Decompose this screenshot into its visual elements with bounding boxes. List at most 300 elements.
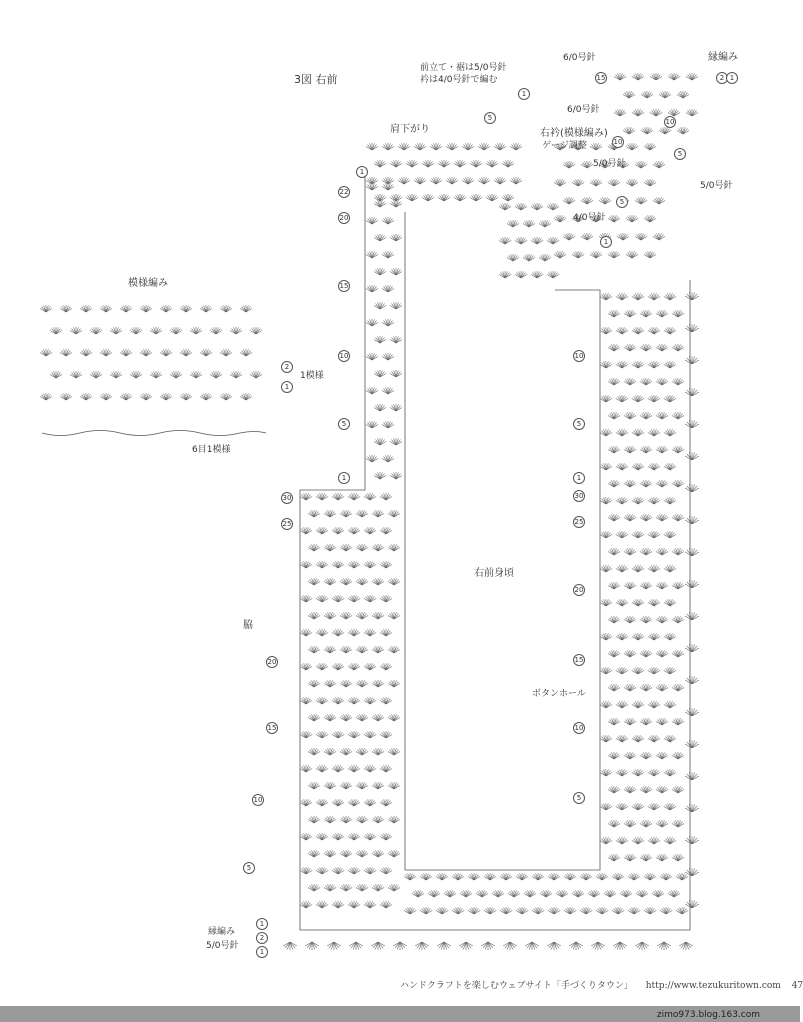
stitch-fan bbox=[632, 327, 644, 334]
stitch-fan bbox=[608, 752, 620, 759]
stitch-fan bbox=[332, 765, 344, 772]
stitch-fan bbox=[393, 942, 407, 950]
stitch-fan bbox=[499, 271, 511, 278]
stitch-fan bbox=[640, 582, 652, 589]
stitch-fan bbox=[648, 803, 660, 810]
stitch-fan bbox=[590, 143, 602, 150]
stitch-fan bbox=[677, 91, 689, 98]
stitch-fan bbox=[110, 371, 122, 378]
row-marker: 2 bbox=[716, 72, 728, 84]
row-marker: 20 bbox=[574, 586, 584, 594]
stitch-fan bbox=[596, 907, 608, 914]
row-marker: 5 bbox=[573, 418, 585, 430]
stitch-fan bbox=[380, 527, 392, 534]
stitch-fan bbox=[240, 393, 252, 400]
stitch-fan bbox=[308, 884, 320, 891]
stitch-fan bbox=[60, 393, 72, 400]
stitch-fan bbox=[420, 907, 432, 914]
stitch-fan bbox=[371, 942, 385, 950]
stitch-fan bbox=[640, 650, 652, 657]
stitch-fan bbox=[600, 803, 612, 810]
stitch-fan bbox=[632, 531, 644, 538]
stitch-fan bbox=[348, 527, 360, 534]
stitch-fan bbox=[652, 890, 664, 897]
page-number: 47 bbox=[791, 981, 803, 991]
row-marker: 5 bbox=[484, 112, 496, 124]
stitch-fan bbox=[624, 752, 636, 759]
stitch-fan bbox=[685, 900, 699, 908]
stitch-fan bbox=[685, 324, 699, 332]
stitch-fan bbox=[600, 293, 612, 300]
stitch-fan bbox=[382, 143, 394, 150]
stitch-fan bbox=[366, 455, 378, 462]
stitch-fan bbox=[364, 663, 376, 670]
stitch-fan bbox=[220, 305, 232, 312]
stitch-fan bbox=[414, 177, 426, 184]
stitch-fan bbox=[648, 429, 660, 436]
stitch-fan bbox=[563, 161, 575, 168]
stitch-fan bbox=[356, 680, 368, 687]
stitch-fan bbox=[380, 765, 392, 772]
stitch-fan bbox=[160, 305, 172, 312]
stitch-fan bbox=[382, 421, 394, 428]
stitch-fan bbox=[364, 765, 376, 772]
stitch-fan bbox=[656, 514, 668, 521]
stitch-fan bbox=[316, 595, 328, 602]
stitch-fan bbox=[398, 143, 410, 150]
stitch-fan bbox=[364, 697, 376, 704]
body-label: 右前身頃 bbox=[474, 568, 514, 579]
stitch-fan bbox=[390, 438, 402, 445]
stitch-fan bbox=[616, 361, 628, 368]
edge-bottom-label: 縁編み bbox=[208, 927, 236, 937]
stitch-fan bbox=[500, 873, 512, 880]
stitch-fan bbox=[600, 701, 612, 708]
stitch-fan bbox=[348, 833, 360, 840]
buttonhole-label: ボタンホール bbox=[532, 689, 586, 699]
stitch-fan bbox=[388, 714, 400, 721]
edge-top-label: 縁編み bbox=[708, 52, 738, 63]
stitch-fan bbox=[600, 565, 612, 572]
stitch-fan bbox=[348, 663, 360, 670]
stitch-fan bbox=[380, 697, 392, 704]
stitch-fan bbox=[380, 901, 392, 908]
stitch-fan bbox=[60, 349, 72, 356]
stitch-fan bbox=[374, 268, 386, 275]
stitch-fan bbox=[656, 310, 668, 317]
stitch-fan bbox=[640, 752, 652, 759]
stitch-fan bbox=[632, 497, 644, 504]
stitch-fan bbox=[608, 684, 620, 691]
stitch-fan bbox=[390, 472, 402, 479]
row-marker: 1 bbox=[256, 946, 268, 958]
stitch-fan bbox=[70, 371, 82, 378]
stitch-fan bbox=[664, 803, 676, 810]
stitch-fan bbox=[406, 194, 418, 201]
stitch-fan bbox=[452, 907, 464, 914]
swatch-repeat-sts: 6目1模様 bbox=[192, 445, 231, 455]
stitch-fan bbox=[316, 901, 328, 908]
stitch-fan bbox=[632, 361, 644, 368]
stitch-fan bbox=[648, 531, 660, 538]
hook-50b-label: 5/0号針 bbox=[700, 181, 733, 191]
stitch-fan bbox=[324, 612, 336, 619]
stitch-fan bbox=[596, 873, 608, 880]
stitch-fan bbox=[412, 890, 424, 897]
stitch-fan bbox=[470, 194, 482, 201]
stitch-fan bbox=[664, 701, 676, 708]
stitch-fan bbox=[644, 215, 656, 222]
stitch-fan bbox=[230, 327, 242, 334]
stitch-fan bbox=[591, 942, 605, 950]
stitch-fan bbox=[332, 697, 344, 704]
stitch-fan bbox=[382, 353, 394, 360]
stitch-fan bbox=[388, 646, 400, 653]
stitch-fan bbox=[180, 349, 192, 356]
stitch-fan bbox=[672, 582, 684, 589]
stitch-fan bbox=[612, 873, 624, 880]
stitch-fan bbox=[656, 446, 668, 453]
row-marker: 10 bbox=[253, 796, 263, 804]
stitch-fan bbox=[462, 143, 474, 150]
stitch-fan bbox=[390, 160, 402, 167]
stitch-fan bbox=[240, 305, 252, 312]
stitch-fan bbox=[653, 161, 665, 168]
stitch-fan bbox=[348, 561, 360, 568]
stitch-fan bbox=[616, 599, 628, 606]
stitch-fan bbox=[648, 599, 660, 606]
stitch-fan bbox=[388, 816, 400, 823]
row-marker: 25 bbox=[574, 518, 584, 526]
stitch-fan bbox=[130, 327, 142, 334]
stitch-fan bbox=[644, 143, 656, 150]
stitch-fan bbox=[200, 393, 212, 400]
stitch-fan bbox=[130, 371, 142, 378]
stitch-fan bbox=[632, 599, 644, 606]
stitch-fan bbox=[374, 472, 386, 479]
stitch-fan bbox=[348, 697, 360, 704]
stitch-fan bbox=[398, 177, 410, 184]
stitch-fan bbox=[612, 907, 624, 914]
stitch-fan bbox=[640, 310, 652, 317]
stitch-fan bbox=[422, 194, 434, 201]
stitch-fan bbox=[382, 319, 394, 326]
stitch-fan bbox=[616, 463, 628, 470]
row-marker: 1 bbox=[256, 918, 268, 930]
stitch-fan bbox=[664, 429, 676, 436]
stitch-fan bbox=[648, 463, 660, 470]
stitch-fan bbox=[547, 942, 561, 950]
stitch-fan bbox=[624, 616, 636, 623]
stitch-fan bbox=[356, 850, 368, 857]
stitch-fan bbox=[608, 480, 620, 487]
stitch-fan bbox=[300, 629, 312, 636]
stitch-fan bbox=[635, 197, 647, 204]
stitch-fan bbox=[40, 393, 52, 400]
stitch-fan bbox=[547, 203, 559, 210]
stitch-fan bbox=[648, 701, 660, 708]
stitch-fan bbox=[624, 514, 636, 521]
stitch-fan bbox=[539, 254, 551, 261]
stitch-fan bbox=[316, 629, 328, 636]
stitch-fan bbox=[486, 194, 498, 201]
stitch-fan bbox=[685, 484, 699, 492]
stitch-fan bbox=[507, 254, 519, 261]
stitch-fan bbox=[316, 697, 328, 704]
row-marker: 30 bbox=[574, 492, 584, 500]
stitch-fan bbox=[608, 582, 620, 589]
stitch-fan bbox=[632, 293, 644, 300]
stitch-fan bbox=[608, 412, 620, 419]
stitch-fan bbox=[220, 393, 232, 400]
row-marker: 30 bbox=[282, 494, 292, 502]
stitch-fan bbox=[656, 480, 668, 487]
stitch-fan bbox=[554, 179, 566, 186]
stitch-fan bbox=[372, 612, 384, 619]
stitch-fan bbox=[640, 854, 652, 861]
stitch-fan bbox=[581, 161, 593, 168]
stitch-fan bbox=[685, 868, 699, 876]
stitch-fan bbox=[672, 752, 684, 759]
stitch-fan bbox=[614, 109, 626, 116]
stitch-fan bbox=[340, 850, 352, 857]
stitch-fan bbox=[390, 200, 402, 207]
page-footer bbox=[400, 978, 803, 991]
stitch-fan bbox=[510, 177, 522, 184]
stitch-fan bbox=[316, 493, 328, 500]
stitch-fan bbox=[600, 361, 612, 368]
row-marker: 10 bbox=[665, 118, 675, 126]
stitch-fan bbox=[374, 302, 386, 309]
stitch-fan bbox=[348, 799, 360, 806]
stitch-fan bbox=[382, 217, 394, 224]
stitch-fan bbox=[372, 578, 384, 585]
swatch-title: 模様編み bbox=[128, 278, 168, 289]
stitch-fan bbox=[641, 91, 653, 98]
stitch-fan bbox=[404, 907, 416, 914]
figure-title: 3図 右前 bbox=[294, 73, 338, 86]
row-marker: 5 bbox=[338, 418, 350, 430]
stitch-fan bbox=[660, 873, 672, 880]
stitch-fan bbox=[380, 833, 392, 840]
stitch-fan bbox=[664, 395, 676, 402]
stitch-fan bbox=[316, 561, 328, 568]
stitch-fan bbox=[80, 393, 92, 400]
stitch-fan bbox=[648, 735, 660, 742]
row-marker: 15 bbox=[574, 656, 584, 664]
stitch-fan bbox=[60, 305, 72, 312]
stitch-fan bbox=[507, 220, 519, 227]
stitch-fan bbox=[340, 612, 352, 619]
stitch-fan bbox=[190, 371, 202, 378]
stitch-fan bbox=[324, 850, 336, 857]
stitch-fan bbox=[656, 786, 668, 793]
stitch-fan bbox=[685, 516, 699, 524]
stitch-fan bbox=[478, 143, 490, 150]
stitch-fan bbox=[640, 548, 652, 555]
stitch-fan bbox=[390, 194, 402, 201]
stitch-fan bbox=[660, 907, 672, 914]
stitch-fan bbox=[685, 356, 699, 364]
stitch-fan bbox=[372, 680, 384, 687]
stitch-fan bbox=[626, 251, 638, 258]
stitch-fan bbox=[324, 782, 336, 789]
stitch-fan bbox=[100, 305, 112, 312]
stitch-fan bbox=[503, 942, 517, 950]
stitch-fan bbox=[110, 327, 122, 334]
stitch-fan bbox=[664, 565, 676, 572]
stitch-fan bbox=[640, 684, 652, 691]
stitch-fan bbox=[100, 349, 112, 356]
stitch-fan bbox=[632, 667, 644, 674]
stitch-fan bbox=[390, 404, 402, 411]
stitch-fan bbox=[608, 718, 620, 725]
stitch-fan bbox=[664, 599, 676, 606]
stitch-fan bbox=[672, 480, 684, 487]
stitch-fan bbox=[648, 293, 660, 300]
stitch-fan bbox=[150, 371, 162, 378]
stitch-fan bbox=[388, 748, 400, 755]
stitch-fan bbox=[388, 850, 400, 857]
stitch-fan bbox=[340, 748, 352, 755]
swatch-row-marker: 1 bbox=[281, 381, 293, 393]
stitch-fan bbox=[656, 820, 668, 827]
stitch-fan bbox=[515, 203, 527, 210]
stitch-fan bbox=[581, 197, 593, 204]
stitch-fan bbox=[616, 769, 628, 776]
stitch-fan bbox=[324, 748, 336, 755]
stitch-fan bbox=[516, 907, 528, 914]
stitch-fan bbox=[210, 327, 222, 334]
stitch-fan bbox=[300, 697, 312, 704]
stitch-fan bbox=[468, 873, 480, 880]
stitch-fan bbox=[608, 378, 620, 385]
side-label: 脇 bbox=[243, 620, 253, 631]
stitch-fan bbox=[366, 285, 378, 292]
stitch-fan bbox=[608, 854, 620, 861]
stitch-fan bbox=[180, 305, 192, 312]
stitch-fan bbox=[308, 816, 320, 823]
stitch-fan bbox=[624, 582, 636, 589]
stitch-fan bbox=[70, 327, 82, 334]
stitch-fan bbox=[356, 884, 368, 891]
credit-text: zimo973.blog.163.com bbox=[656, 1010, 760, 1020]
stitch-fan bbox=[308, 646, 320, 653]
stitch-fan bbox=[532, 907, 544, 914]
stitch-fan bbox=[380, 561, 392, 568]
stitch-fan bbox=[672, 616, 684, 623]
row-marker: 1 bbox=[726, 72, 738, 84]
stitch-fan bbox=[564, 873, 576, 880]
stitch-fan bbox=[340, 544, 352, 551]
stitch-fan bbox=[624, 684, 636, 691]
stitch-fan bbox=[100, 393, 112, 400]
stitch-fan bbox=[685, 772, 699, 780]
stitch-fan bbox=[340, 646, 352, 653]
row-marker: 10 bbox=[339, 352, 349, 360]
stitch-fan bbox=[340, 782, 352, 789]
stitch-fan bbox=[250, 327, 262, 334]
stitch-fan bbox=[632, 633, 644, 640]
row-marker: 1 bbox=[573, 472, 585, 484]
stitch-fan bbox=[624, 378, 636, 385]
stitch-fan bbox=[324, 884, 336, 891]
stitch-fan bbox=[366, 217, 378, 224]
stitch-fan bbox=[372, 816, 384, 823]
stitch-fan bbox=[620, 890, 632, 897]
stitch-fan bbox=[388, 680, 400, 687]
stitch-fan bbox=[572, 251, 584, 258]
stitch-fan bbox=[90, 371, 102, 378]
stitch-fan bbox=[332, 595, 344, 602]
stitch-fan bbox=[372, 544, 384, 551]
stitch-fan bbox=[600, 497, 612, 504]
stitch-fan bbox=[80, 305, 92, 312]
stitch-fan bbox=[374, 404, 386, 411]
stitch-fan bbox=[632, 109, 644, 116]
stitch-fan bbox=[608, 310, 620, 317]
stitch-fan bbox=[648, 667, 660, 674]
stitch-fan bbox=[372, 714, 384, 721]
stitch-fan bbox=[364, 901, 376, 908]
stitch-fan bbox=[382, 183, 394, 190]
stitch-fan bbox=[656, 684, 668, 691]
stitch-fan bbox=[659, 91, 671, 98]
stitch-fan bbox=[364, 833, 376, 840]
stitch-fan bbox=[356, 714, 368, 721]
stitch-fan bbox=[531, 237, 543, 244]
stitch-fan bbox=[380, 867, 392, 874]
stitch-fan bbox=[340, 680, 352, 687]
stitch-fan bbox=[415, 942, 429, 950]
row-marker: 25 bbox=[282, 520, 292, 528]
stitch-fan bbox=[532, 873, 544, 880]
stitch-fan bbox=[648, 395, 660, 402]
stitch-fan bbox=[436, 873, 448, 880]
stitch-fan bbox=[632, 769, 644, 776]
shoulder-label: 肩下がり bbox=[390, 124, 430, 135]
stitch-fan bbox=[380, 731, 392, 738]
stitch-fan bbox=[388, 782, 400, 789]
stitch-fan bbox=[444, 890, 456, 897]
stitch-fan bbox=[616, 497, 628, 504]
stitch-fan bbox=[436, 907, 448, 914]
row-marker: 22 bbox=[339, 188, 349, 196]
stitch-fan bbox=[516, 873, 528, 880]
stitch-fan bbox=[374, 200, 386, 207]
stitch-fan bbox=[332, 833, 344, 840]
stitch-fan bbox=[308, 782, 320, 789]
stitch-fan bbox=[626, 143, 638, 150]
stitch-fan bbox=[324, 646, 336, 653]
stitch-fan bbox=[481, 942, 495, 950]
stitch-fan bbox=[332, 663, 344, 670]
stitch-fan bbox=[308, 612, 320, 619]
stitch-fan bbox=[332, 527, 344, 534]
stitch-fan bbox=[366, 387, 378, 394]
stitch-fan bbox=[672, 446, 684, 453]
stitch-fan bbox=[632, 735, 644, 742]
stitch-fan bbox=[120, 305, 132, 312]
stitch-fan bbox=[380, 663, 392, 670]
stitch-fan bbox=[478, 177, 490, 184]
stitch-fan bbox=[438, 194, 450, 201]
stitch-fan bbox=[388, 544, 400, 551]
stitch-fan bbox=[502, 194, 514, 201]
stitch-fan bbox=[624, 820, 636, 827]
stitch-fan bbox=[626, 179, 638, 186]
stitch-fan bbox=[420, 873, 432, 880]
